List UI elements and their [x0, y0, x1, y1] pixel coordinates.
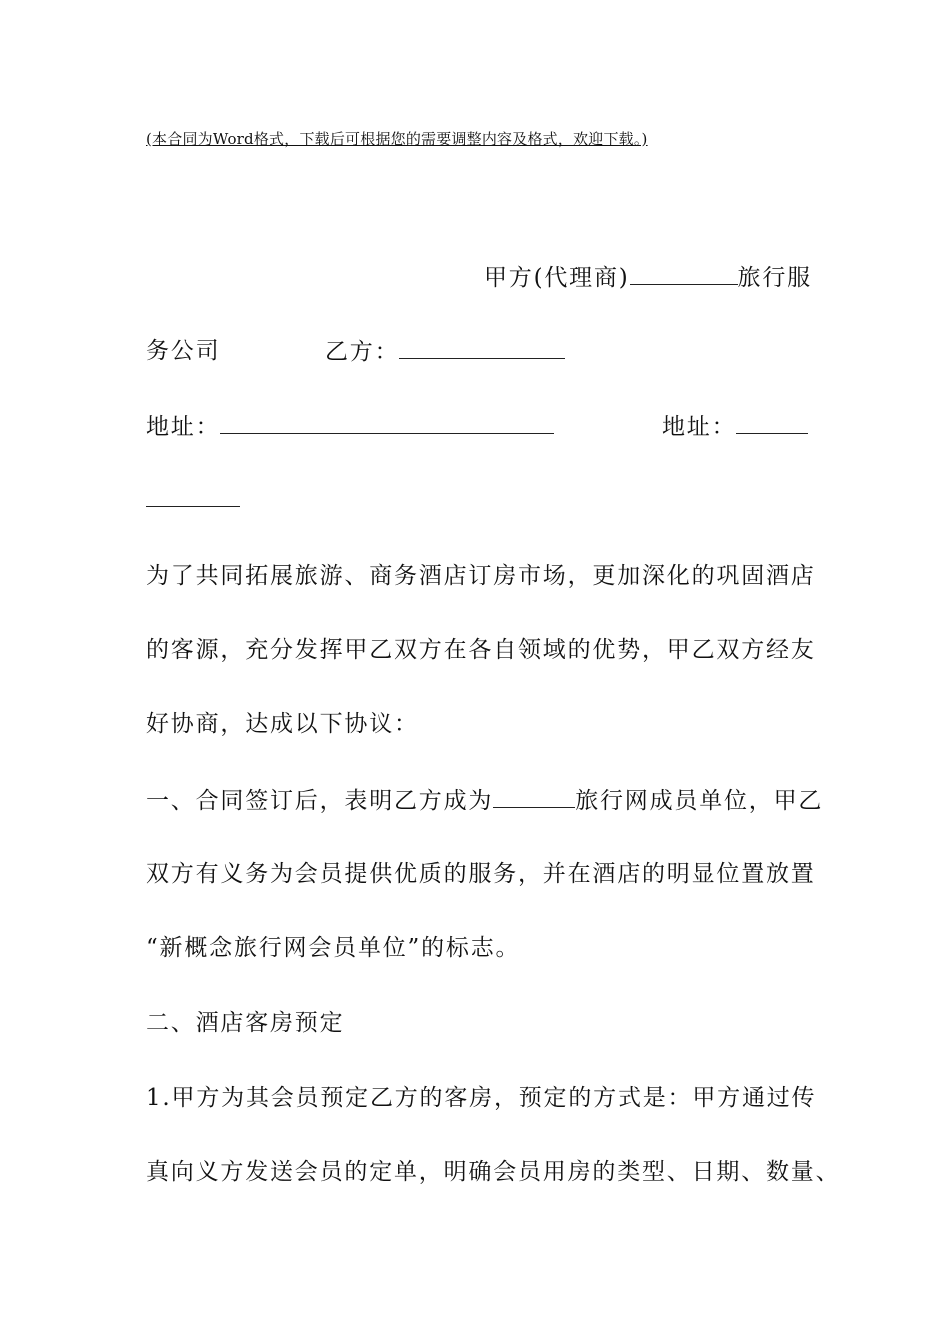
clause-2-line-2: 真向义方发送会员的定单，明确会员用房的类型、日期、数量、 — [146, 1159, 841, 1185]
clause-1-line-1 — [146, 785, 823, 816]
clause-1-line-3: “新概念旅行网会员单位”的标志。 — [146, 935, 521, 961]
preamble-line-3: 好协商，达成以下协议： — [146, 711, 419, 737]
party-a-name-blank — [630, 262, 738, 285]
address-b-label: 地址： — [662, 414, 737, 440]
clause-1-blank — [493, 785, 575, 808]
preamble-line-2: 的客源，充分发挥甲乙双方在各自领域的优势，甲乙双方经友 — [146, 637, 816, 663]
address-a-blank — [220, 411, 554, 434]
address-b-line — [662, 411, 808, 442]
address-a-label: 地址： — [146, 414, 221, 440]
clause-2-line-1: 1.甲方为其会员预定乙方的客房，预定的方式是：甲方通过传 — [146, 1085, 817, 1111]
party-a-line — [484, 262, 812, 293]
clause-1-prefix: 一、合同签订后，表明乙方成为 — [146, 788, 494, 814]
clause-1-suffix: 旅行网成员单位，甲乙 — [575, 788, 824, 814]
address-a-line — [146, 411, 554, 442]
party-b-line — [325, 336, 565, 367]
clause-2-title: 二、酒店客房预定 — [146, 1010, 345, 1036]
party-a-suffix: 旅行服 — [737, 265, 812, 291]
address-b-blank-cont — [146, 484, 240, 515]
clause-1-line-2: 双方有义务为会员提供优质的服务，并在酒店的明显位置放置 — [146, 861, 816, 887]
preamble-line-1: 为了共同拓展旅游、商务酒店订房市场，更加深化的巩固酒店 — [146, 563, 816, 589]
party-b-label: 乙方： — [325, 339, 400, 365]
party-a-label: 甲方(代理商) — [484, 265, 630, 291]
address-b-blank — [736, 411, 808, 434]
download-notice: (本合同为Word格式，下载后可根据您的需要调整内容及格式，欢迎下载。) — [146, 130, 648, 148]
party-b-name-blank — [399, 336, 565, 359]
party-a-cont: 务公司 — [146, 338, 221, 364]
